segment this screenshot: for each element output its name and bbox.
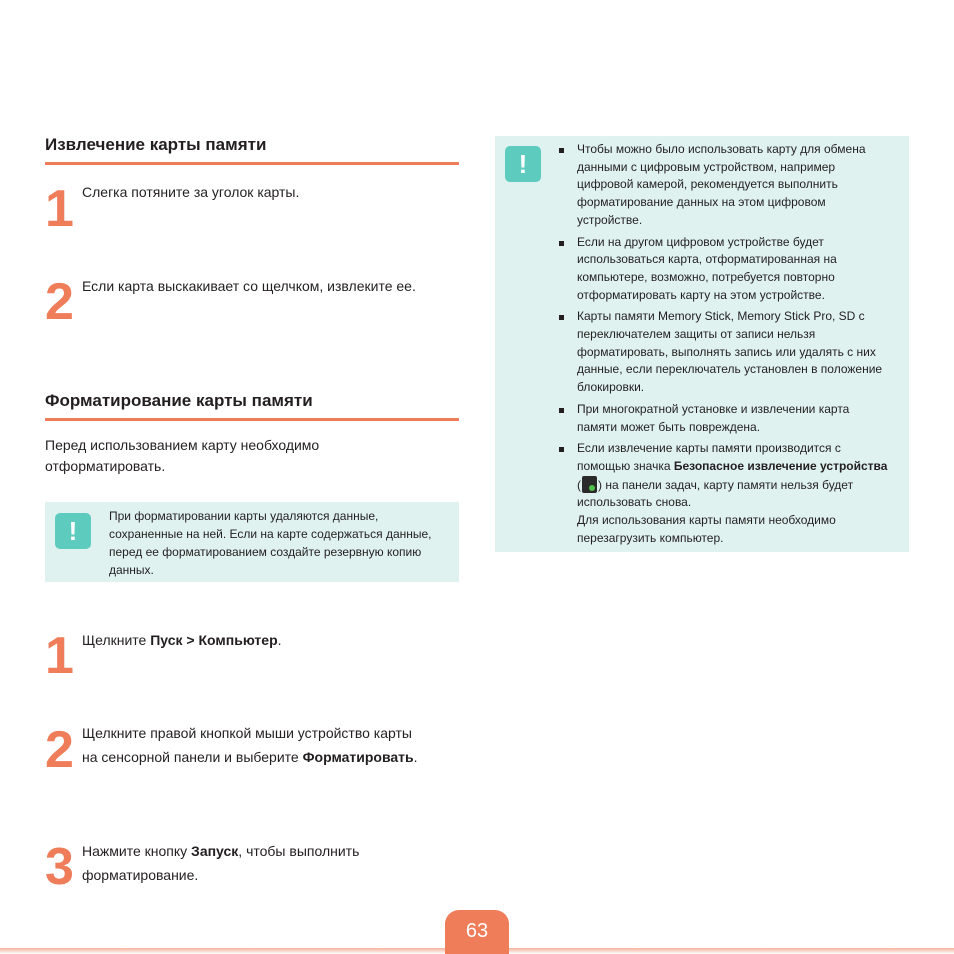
step-number: 3 xyxy=(45,838,73,896)
step-number: 1 xyxy=(45,627,73,685)
step-text xyxy=(82,628,452,652)
step-text-part: . xyxy=(277,632,282,648)
list-item: Если на другом цифровом устройстве будет использоваться карта, отформатированная на компьютере, возможно, потребуется повторно отформатировать карту на этом устройстве. xyxy=(559,234,891,305)
step-number: 2 xyxy=(45,273,73,331)
notes-list xyxy=(559,141,891,551)
page-number-badge xyxy=(445,910,509,954)
section-title-format: Форматирование карты памяти xyxy=(45,391,459,421)
step-text-part: . xyxy=(413,749,418,765)
step-text-part: Щелкните xyxy=(82,632,151,648)
note-text-part: Если извлечение карты памяти производится с помощью значка xyxy=(577,441,841,473)
step-number: 1 xyxy=(45,180,73,238)
menu-command: Форматировать xyxy=(302,749,414,765)
note-text: При форматировании карты удаляются данные, сохраненные на ней. Если на карте содержаться данные, перед ее форматированием создайте резервную копию данных. xyxy=(109,509,432,577)
page-number: 63 xyxy=(465,920,489,942)
step-number: 2 xyxy=(45,721,73,779)
step-text-part: Нажмите кнопку xyxy=(82,843,192,859)
exclamation-icon: ! xyxy=(55,513,91,549)
format-intro: Перед использованием карту необходимо отформатировать. xyxy=(45,437,320,474)
safely-remove-hardware-icon xyxy=(582,476,597,493)
feature-name: Безопасное извлечение устройства xyxy=(673,458,888,473)
step-text: Слегка потяните за уголок карты. xyxy=(82,184,300,200)
menu-path: Пуск > Компьютер xyxy=(150,632,278,648)
note-text-part: ( xyxy=(577,477,581,492)
step-text xyxy=(82,839,412,887)
button-name: Запуск xyxy=(191,843,239,859)
section-title-removal: Извлечение карты памяти xyxy=(45,135,459,165)
list-item: При многократной установке и извлечении карта памяти может быть повреждена. xyxy=(559,401,891,436)
step-text: Если карта выскакивает со щелчком, извлеките ее. xyxy=(82,278,416,294)
note-text-part: Для использования карты памяти необходимо перезагрузить компьютер. xyxy=(577,513,836,545)
side-notes-box xyxy=(495,136,909,552)
list-item: Чтобы можно было использовать карту для обмена данными с цифровым устройством, например цифровой камерой, рекомендуется выполнить форматирование данных на этом цифровом устройстве. xyxy=(559,141,891,230)
list-item: Карты памяти Memory Stick, Memory Stick Pro, SD с переключателем защиты от записи нельзя форматировать, выполнять запись или удалять с них данные, если переключатель установлен в положение блокировки. xyxy=(559,308,891,397)
list-item xyxy=(559,440,891,547)
exclamation-icon: ! xyxy=(505,146,541,182)
step-text xyxy=(82,721,422,769)
note-text-part: ) на панели задач, карту памяти нельзя будет использовать снова. xyxy=(577,477,854,510)
format-warning-note xyxy=(45,502,459,582)
step-text-part: Щелкните правой кнопкой мыши устройство карты на сенсорной панели и выберите xyxy=(82,725,412,765)
step-text-part: , чтобы выполнить форматирование. xyxy=(82,843,360,883)
